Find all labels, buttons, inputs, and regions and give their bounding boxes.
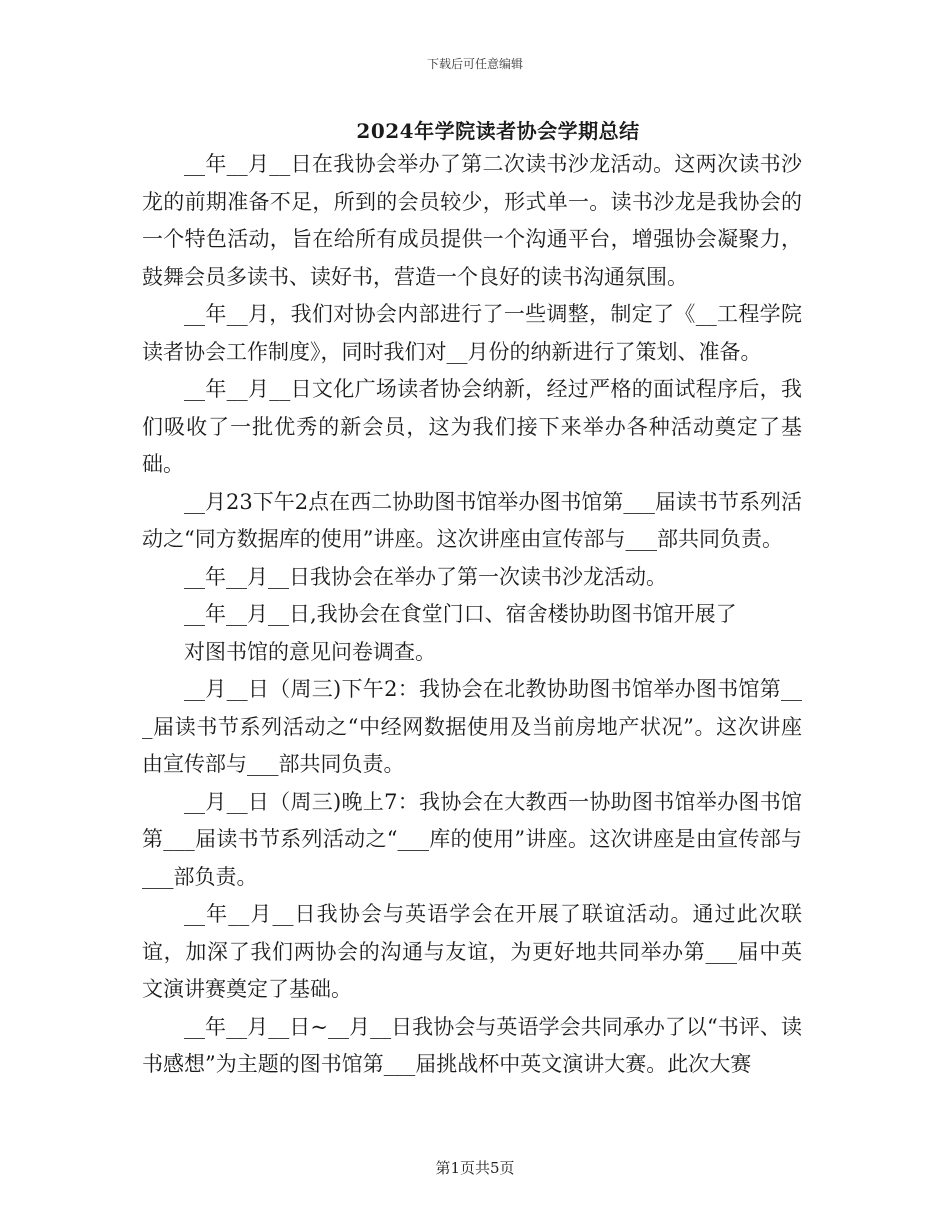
- paragraph-4: __月23下午2点在西二协助图书馆举办图书馆第___届读书节系列活动之“同方数据库的使用”讲座。这次讲座由宣传部与___部共同负责。: [142, 489, 802, 551]
- paragraph-3: __年__月__日文化广场读者协会纳新，经过严格的面试程序后，我们吸收了一批优秀的新会员，这为我们接下来举办各种活动奠定了基础。: [142, 377, 802, 476]
- page-number: 第1页共5页: [435, 1159, 515, 1177]
- document-body: [142, 146, 802, 1084]
- header-note: 下载后可任意编辑: [426, 57, 523, 71]
- paragraph-11: __年__月__日~__月__日我协会与英语学会共同承办了以“书评、读书感想”为主题的图书馆第___届挑战杯中英文演讲大赛。此次大赛: [142, 1014, 802, 1076]
- paragraph-6: __年__月__日,我协会在食堂门口、宿舍楼协助图书馆开展了: [184, 602, 737, 626]
- paragraph-10: __年__月__日我协会与英语学会在开展了联谊活动。通过此次联谊，加深了我们两协会的沟通与友谊，为更好地共同举办第___届中英文演讲赛奠定了基础。: [142, 902, 802, 1001]
- paragraph-8: __月__日（周三)下午2：我协会在北教协助图书馆举办图书馆第___届读书节系列活动之“中经网数据使用及当前房地产状况”。这次讲座由宣传部与___部共同负责。: [142, 677, 802, 776]
- paragraph-7: 对图书馆的意见问卷调查。: [184, 639, 436, 664]
- paragraph-5: __年__月__日我协会在举办了第一次读书沙龙活动。: [184, 564, 667, 589]
- paragraph-9: __月__日（周三)晚上7：我协会在大教西一协助图书馆举办图书馆第___届读书节系列活动之“___库的使用”讲座。这次讲座是由宣传部与___部负责。: [142, 789, 802, 889]
- paragraph-2: __年__月，我们对协会内部进行了一些调整，制定了《__工程学院读者协会工作制度》，同时我们对__月份的纳新进行了策划、准备。: [142, 302, 802, 364]
- document-title: 2024年学院读者协会学期总结: [356, 119, 640, 143]
- paragraph-1: __年__月__日在我协会举办了第二次读书沙龙活动。这两次读书沙龙的前期准备不足，所到的会员较少，形式单一。读书沙龙是我协会的一个特色活动，旨在给所有成员提供一个沟通平台，增强协会凝聚力，鼓舞会员多读书、读好书，营造一个良好的读书沟通氛围。: [142, 152, 802, 289]
